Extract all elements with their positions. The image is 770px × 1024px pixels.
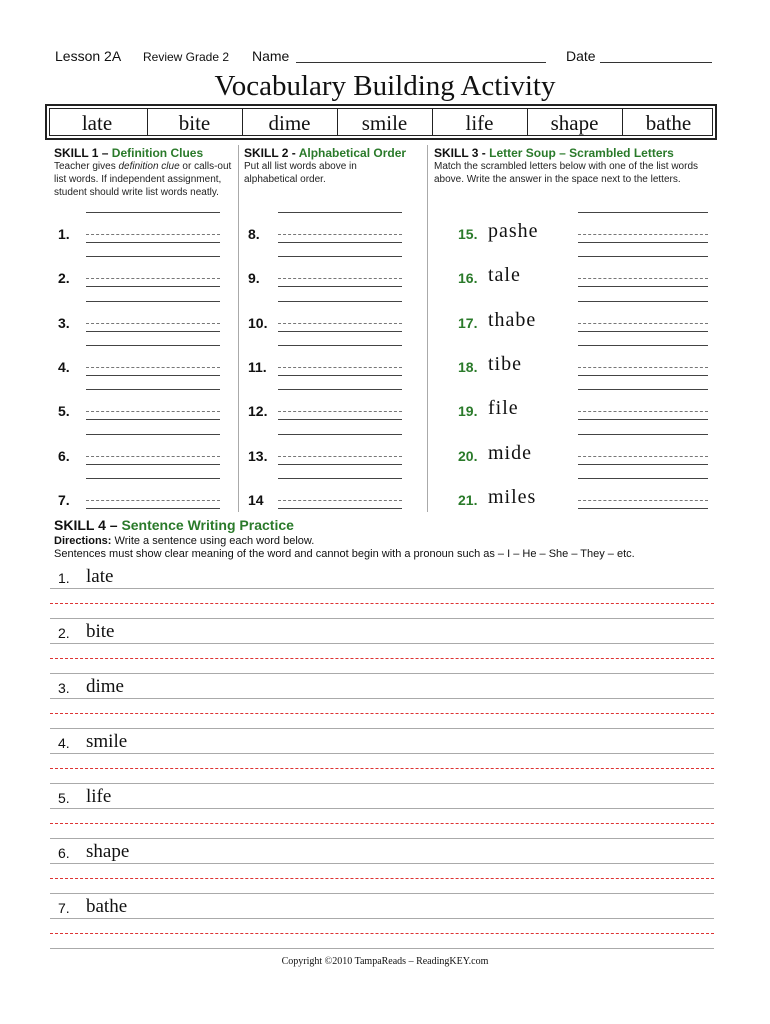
skill3-answer-line-top[interactable] xyxy=(578,478,708,479)
skill1-answer-line-mid[interactable] xyxy=(86,234,220,235)
skill2-answer-line-mid[interactable] xyxy=(278,323,402,324)
skill2-answer-line-top[interactable] xyxy=(278,212,402,213)
column-divider xyxy=(427,145,428,512)
column-divider xyxy=(238,145,239,512)
skill1-answer-line-mid[interactable] xyxy=(86,411,220,412)
skill1-number: 1. xyxy=(58,226,70,242)
skill2-answer-line-top[interactable] xyxy=(278,434,402,435)
sentence-number: 2. xyxy=(58,625,70,641)
skill2-name: Alphabetical Order xyxy=(298,146,407,160)
scrambled-word: tale xyxy=(488,264,521,287)
sentence-line-top[interactable] xyxy=(50,588,714,589)
skill3-answer-line-bottom[interactable] xyxy=(578,375,708,376)
sentence-line-top[interactable] xyxy=(50,918,714,919)
skill3-answer-line-mid[interactable] xyxy=(578,367,708,368)
sentence-number: 7. xyxy=(58,900,70,916)
sentence-line-bottom[interactable] xyxy=(50,618,714,619)
skill1-answer-line-bottom[interactable] xyxy=(86,464,220,465)
skill2-answer-line-top[interactable] xyxy=(278,389,402,390)
scrambled-word: miles xyxy=(488,485,537,508)
sentence-guide-line[interactable] xyxy=(50,713,714,714)
sentence-guide-line[interactable] xyxy=(50,603,714,604)
word-bank-word: smile xyxy=(361,111,408,135)
skill1-answer-line-bottom[interactable] xyxy=(86,242,220,243)
skill1-answer-line-top[interactable] xyxy=(86,434,220,435)
skill1-answer-line-mid[interactable] xyxy=(86,456,220,457)
skill2-answer-line-mid[interactable] xyxy=(278,456,402,457)
word-bank-word: bathe xyxy=(645,111,692,135)
scrambled-word: mide xyxy=(488,441,532,464)
sentence-number: 6. xyxy=(58,845,70,861)
skill1-heading xyxy=(54,146,203,160)
scrambled-word: thabe xyxy=(488,308,537,331)
skill2-number: 8. xyxy=(248,226,260,242)
sentence-number: 5. xyxy=(58,790,70,806)
sentence-line-bottom[interactable] xyxy=(50,728,714,729)
skill2-heading xyxy=(244,146,406,160)
skill3-answer-line-bottom[interactable] xyxy=(578,419,708,420)
sentence-word: late xyxy=(86,566,114,587)
sentence-number: 3. xyxy=(58,680,70,696)
review-label: Review Grade 2 xyxy=(143,50,230,64)
skill3-answer-line-mid[interactable] xyxy=(578,278,708,279)
sentence-number: 4. xyxy=(58,735,70,751)
skill3-name: Letter Soup – Scrambled Letters xyxy=(489,146,674,160)
skill1-number: 6. xyxy=(58,447,70,464)
sentence-word: life xyxy=(86,786,112,807)
skill1-name: Definition Clues xyxy=(111,146,204,160)
word-bank-word: dime xyxy=(268,111,311,135)
skill3-answer-line-bottom[interactable] xyxy=(578,242,708,243)
skill2-answer-line-bottom[interactable] xyxy=(278,286,402,287)
skill3-number: 18. xyxy=(458,358,478,375)
skill1-answer-line-top[interactable] xyxy=(86,256,220,257)
sentence-line-bottom[interactable] xyxy=(50,948,714,949)
skill3-number: 16. xyxy=(458,270,478,287)
skill2-number: 11. xyxy=(248,358,267,375)
skill2-number: 12. xyxy=(248,403,268,420)
lesson-label: Lesson 2A xyxy=(55,48,122,64)
skill3-prefix: SKILL 3 - xyxy=(434,146,490,160)
skill1-answer-line-mid[interactable] xyxy=(86,367,220,368)
sentence-line-top[interactable] xyxy=(50,863,714,864)
skill1-desc-em: definition clue xyxy=(118,161,180,172)
skill2-answer-line-mid[interactable] xyxy=(278,500,402,501)
sentence-line-top[interactable] xyxy=(50,643,714,644)
sentence-line-top[interactable] xyxy=(50,808,714,809)
skill2-description: Put all list words above in alphabetical order. xyxy=(244,161,357,185)
sentence-line-bottom[interactable] xyxy=(50,673,714,674)
skill1-answer-line-mid[interactable] xyxy=(86,278,220,279)
skill2-answer-line-top[interactable] xyxy=(278,478,402,479)
skill2-answer-line-mid[interactable] xyxy=(278,411,402,412)
skill3-number: 19. xyxy=(458,403,478,420)
skill3-number: 21. xyxy=(458,491,478,508)
skill4-heading xyxy=(54,517,294,533)
skill2-answer-line-mid[interactable] xyxy=(278,278,402,279)
sentence-guide-line[interactable] xyxy=(50,823,714,824)
skill1-answer-line-bottom[interactable] xyxy=(86,375,220,376)
skill1-answer-line-bottom[interactable] xyxy=(86,508,220,509)
copyright: Copyright ©2010 TampaReads – ReadingKEY.com xyxy=(281,956,489,967)
scrambled-word: file xyxy=(488,397,519,420)
skill3-number: 15. xyxy=(458,226,478,242)
skill2-answer-line-bottom[interactable] xyxy=(278,419,402,420)
word-bank-word: life xyxy=(465,111,494,135)
skill1-answer-line-bottom[interactable] xyxy=(86,331,220,332)
skill3-answer-line-top[interactable] xyxy=(578,212,708,213)
skill1-number: 2. xyxy=(58,270,70,287)
skill4-directions-2: Sentences must show clear meaning of the word and cannot begin with a pronoun such as – I – He – She – They – etc. xyxy=(54,548,635,560)
skill2-answer-line-bottom[interactable] xyxy=(278,331,402,332)
skill1-answer-line-bottom[interactable] xyxy=(86,286,220,287)
name-label: Name xyxy=(252,48,290,64)
skill3-answer-line-mid[interactable] xyxy=(578,323,708,324)
skill1-answer-line-top[interactable] xyxy=(86,212,220,213)
word-bank-word: bite xyxy=(178,111,211,135)
skill2-answer-line-bottom[interactable] xyxy=(278,464,402,465)
skill3-answer-line-mid[interactable] xyxy=(578,500,708,501)
page-title: Vocabulary Building Activity xyxy=(214,70,556,102)
skill3-answer-line-mid[interactable] xyxy=(578,411,708,412)
skill3-answer-line-top[interactable] xyxy=(578,434,708,435)
skill3-answer-line-bottom[interactable] xyxy=(578,286,708,287)
skill2-answer-line-bottom[interactable] xyxy=(278,242,402,243)
skill3-answer-line-top[interactable] xyxy=(578,389,708,390)
sentence-word: dime xyxy=(86,676,124,697)
skill1-answer-line-top[interactable] xyxy=(86,389,220,390)
sentence-line-top[interactable] xyxy=(50,698,714,699)
skill1-number: 4. xyxy=(58,358,70,375)
sentence-guide-line[interactable] xyxy=(50,658,714,659)
skill1-answer-line-top[interactable] xyxy=(86,301,220,302)
sentence-line-bottom[interactable] xyxy=(50,893,714,894)
date-field[interactable] xyxy=(600,62,712,63)
skill1-answer-line-mid[interactable] xyxy=(86,500,220,501)
sentence-guide-line[interactable] xyxy=(50,933,714,934)
sentence-line-bottom[interactable] xyxy=(50,783,714,784)
skill3-answer-line-top[interactable] xyxy=(578,256,708,257)
sentence-number: 1. xyxy=(58,570,70,586)
skill2-number: 14 xyxy=(248,491,264,508)
skill1-number: 7. xyxy=(58,491,70,508)
skill1-number: 3. xyxy=(58,314,70,331)
word-bank-word: late xyxy=(81,111,113,135)
skill3-answer-line-top[interactable] xyxy=(578,301,708,302)
skill1-desc-a: Teacher gives xyxy=(54,161,119,172)
skill2-answer-line-top[interactable] xyxy=(278,345,402,346)
scrambled-word: pashe xyxy=(488,220,539,242)
sentence-line-top[interactable] xyxy=(50,753,714,754)
skill2-answer-line-mid[interactable] xyxy=(278,367,402,368)
directions-text: Write a sentence using each word below. xyxy=(111,535,315,547)
skill1-prefix: SKILL 1 – xyxy=(54,146,112,160)
skill3-answer-line-bottom[interactable] xyxy=(578,508,708,509)
skill1-description xyxy=(54,160,234,199)
scrambled-word: tibe xyxy=(488,352,522,375)
word-bank xyxy=(45,104,717,140)
skill2-number: 10. xyxy=(248,314,268,331)
skill2-answer-line-bottom[interactable] xyxy=(278,375,402,376)
skill3-answer-line-top[interactable] xyxy=(578,345,708,346)
date-label: Date xyxy=(566,48,596,64)
sentence-word: bathe xyxy=(86,896,128,917)
skill2-number: 13. xyxy=(248,447,268,464)
skill3-answer-line-mid[interactable] xyxy=(578,234,708,235)
skill1-answer-line-mid[interactable] xyxy=(86,323,220,324)
name-field[interactable] xyxy=(296,62,546,63)
sentence-guide-line[interactable] xyxy=(50,878,714,879)
sentence-word: shape xyxy=(86,841,130,862)
skill4-prefix: SKILL 4 – xyxy=(54,517,122,533)
skill4-name: Sentence Writing Practice xyxy=(121,517,294,533)
skill2-number: 9. xyxy=(248,270,260,287)
sentence-word: smile xyxy=(86,731,128,752)
skill3-number: 20. xyxy=(458,447,478,464)
skill3-heading xyxy=(434,146,674,160)
skill3-answer-line-bottom[interactable] xyxy=(578,331,708,332)
directions-label: Directions: xyxy=(54,535,112,547)
skill1-answer-line-top[interactable] xyxy=(86,345,220,346)
skill4-directions xyxy=(54,535,314,547)
skill2-answer-line-top[interactable] xyxy=(278,301,402,302)
sentence-line-bottom[interactable] xyxy=(50,838,714,839)
skill1-number: 5. xyxy=(58,403,70,420)
skill3-description: Match the scrambled letters below with one of the list words above. Write the answer in the space next to the letters. xyxy=(434,161,699,185)
skill1-answer-line-bottom[interactable] xyxy=(86,419,220,420)
skill2-answer-line-bottom[interactable] xyxy=(278,508,402,509)
skill2-answer-line-mid[interactable] xyxy=(278,234,402,235)
skill1-answer-line-top[interactable] xyxy=(86,478,220,479)
skill3-answer-line-bottom[interactable] xyxy=(578,464,708,465)
sentence-guide-line[interactable] xyxy=(50,768,714,769)
word-bank-word: shape xyxy=(550,111,599,135)
skill3-number: 17. xyxy=(458,314,478,331)
skill2-prefix: SKILL 2 - xyxy=(244,146,299,160)
skill2-answer-line-top[interactable] xyxy=(278,256,402,257)
skill1-desc-b: or calls-out list words. If independent assignment, student should write list words neatly. xyxy=(54,161,232,198)
skill3-answer-line-mid[interactable] xyxy=(578,456,708,457)
sentence-word: bite xyxy=(86,621,115,642)
